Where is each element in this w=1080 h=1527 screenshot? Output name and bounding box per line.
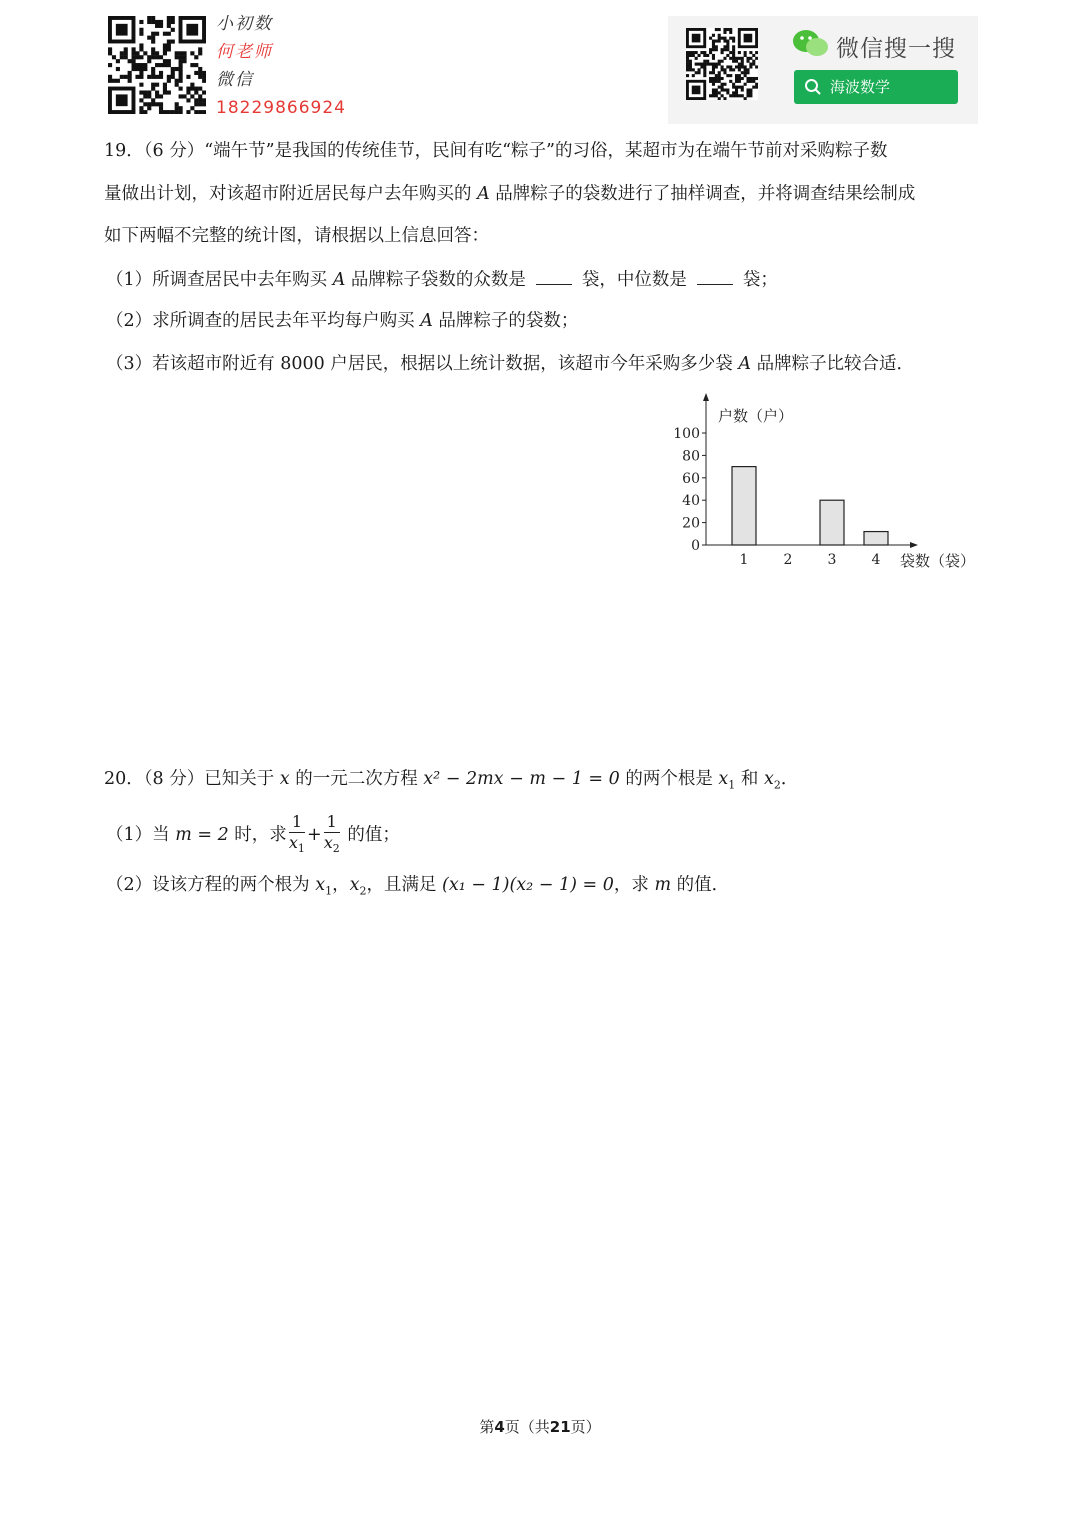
q19-line-2-text-a: 量做出计划，对该超市附近居民每户去年购买的 [104, 184, 478, 204]
q20-text-and: 和 [735, 769, 764, 789]
y-axis-arrow [703, 393, 709, 401]
x-tick-label: 2 [783, 552, 793, 568]
answer-blank-mode[interactable] [536, 266, 572, 285]
y-tick-label: 20 [682, 515, 700, 532]
q20-root-2-sub: 2 [773, 778, 781, 792]
q20-text-a: 20．（8 分）已知关于 [104, 769, 280, 789]
q20-root-2: x [763, 769, 774, 789]
q19-line-3: 如下两幅不完整的统计图，请根据以上信息回答： [104, 226, 489, 246]
q20-part-2-text-c: 的值． [671, 875, 730, 895]
q19-part-3-text-a: （3）若该超市附近有 8000 户居民，根据以上统计数据，该超市今年采购多少袋 [106, 354, 739, 374]
footer-mid: 页（共 [504, 1418, 550, 1436]
q19-part-1-text-d: 袋； [742, 270, 778, 290]
page-number: 4 [494, 1418, 505, 1436]
bar-chart [672, 388, 992, 578]
fraction-plus: + [307, 825, 322, 846]
q20-part-2-var-m: m [654, 875, 672, 895]
fraction-1-over-x2 [324, 812, 340, 859]
q20-part-2-condition: (x₁ − 1)(x₂ − 1) = 0 [442, 875, 614, 895]
q20-part-1-text-a: （1）当 [106, 825, 176, 846]
q20-part-1-text-c: 的值； [341, 825, 400, 846]
contact-phone: 18229866924 [216, 98, 346, 118]
q20-part-2-text-b: ，求 [613, 875, 655, 895]
fraction-1-over-x1 [289, 812, 305, 859]
x-tick-label: 3 [827, 552, 837, 568]
x-axis-arrow [910, 542, 918, 548]
q19-part-2 [106, 308, 578, 334]
search-icon [804, 78, 822, 96]
page-total: 21 [549, 1418, 571, 1436]
q20-part-2-root-2-sub: 2 [359, 884, 367, 898]
q20-part-1 [106, 812, 400, 859]
q20-root-1: x [718, 769, 729, 789]
q20-part-2 [106, 872, 729, 905]
x-tick-label: 4 [871, 552, 881, 568]
q19-part-3-var: A [738, 354, 751, 374]
wechat-search-query: 海波数学 [830, 78, 891, 96]
q20-part-2-root-2: x [349, 875, 360, 895]
y-tick-label: 40 [682, 493, 700, 510]
page-footer [0, 1416, 1080, 1437]
wechat-search-box[interactable] [794, 70, 958, 104]
q19-part-1-var: A [332, 270, 346, 290]
y-tick-label: 100 [673, 426, 700, 442]
q19-line-2 [104, 181, 915, 207]
q20-part-2-sep-2: ，且满足 [366, 875, 443, 895]
y-tick-label: 80 [682, 448, 700, 465]
q20-text-c: 的两个根是 [619, 769, 719, 789]
q20-part-1-text-b: 时，求 [228, 825, 287, 846]
wechat-search-title: 微信搜一搜 [836, 36, 956, 62]
q19-line-2-text-b: 品牌粽子的袋数进行了抽样调查，并将调查结果绘制成 [489, 184, 916, 204]
q20-part-2-text-a: （2）设该方程的两个根为 [106, 875, 316, 895]
y-axis-label: 户数（户） [718, 407, 794, 425]
q19-part-1-text-a: （1）所调查居民中去年购买 [106, 270, 333, 290]
x-tick-label: 1 [739, 552, 749, 568]
bar [820, 500, 844, 545]
q19-part-3 [106, 351, 914, 377]
contact-qr-code[interactable] [108, 16, 206, 114]
contact-line-1: 小初数 [216, 14, 273, 34]
q19-part-1 [106, 266, 778, 293]
contact-line-2: 何老师 [216, 42, 273, 62]
bar [732, 467, 756, 545]
bar [864, 532, 888, 545]
x-axis-label: 袋数（袋） [900, 552, 976, 570]
q20-text-b: 的一元二次方程 [289, 769, 424, 789]
q19-part-1-text-c: 袋，中位数是 [581, 270, 687, 290]
footer-suffix: 页） [570, 1418, 601, 1436]
fraction-2-denominator: x [323, 833, 333, 852]
answer-blank-median[interactable] [697, 266, 733, 285]
q20-equation: x² − 2mx − m − 1 = 0 [423, 769, 620, 789]
q19-line-1: 19．（6 分）“端午节”是我国的传统佳节，民间有吃“粽子”的习俗，某超市为在端午节前对采购粽子数 [104, 141, 888, 161]
q20-line-1 [104, 766, 798, 799]
q19-part-2-var: A [420, 311, 433, 331]
bar-chart-svg [672, 388, 992, 578]
q20-text-end: ． [780, 769, 799, 789]
fraction-1-denominator-sub: 1 [297, 842, 305, 856]
q19-var-a: A [477, 184, 490, 204]
q19-part-1-text-b: 品牌粽子袋数的众数是 [345, 270, 526, 290]
q19-part-3-text-b: 品牌粽子比较合适． [751, 354, 915, 374]
q20-part-1-condition: m = 2 [175, 825, 229, 846]
fraction-2-numerator: 1 [324, 812, 340, 833]
q20-part-2-root-1: x [315, 875, 326, 895]
y-tick-label: 0 [691, 538, 700, 554]
q20-root-1-sub: 1 [728, 778, 736, 792]
q20-var-x: x [279, 769, 290, 789]
y-tick-label: 60 [682, 470, 700, 487]
fraction-1-numerator: 1 [289, 812, 305, 833]
fraction-2-denominator-sub: 2 [332, 842, 340, 856]
contact-line-3: 微信 [216, 70, 254, 90]
q19-part-2-text-b: 品牌粽子的袋数； [432, 311, 579, 331]
q20-part-2-sep-1: ， [332, 875, 350, 895]
fraction-1-denominator: x [288, 833, 298, 852]
wechat-logo-icon [792, 28, 830, 60]
q20-part-2-root-1-sub: 1 [325, 884, 333, 898]
wechat-qr-code[interactable] [686, 28, 758, 100]
q19-part-2-text-a: （2）求所调查的居民去年平均每户购买 [106, 311, 421, 331]
footer-prefix: 第 [479, 1418, 495, 1436]
